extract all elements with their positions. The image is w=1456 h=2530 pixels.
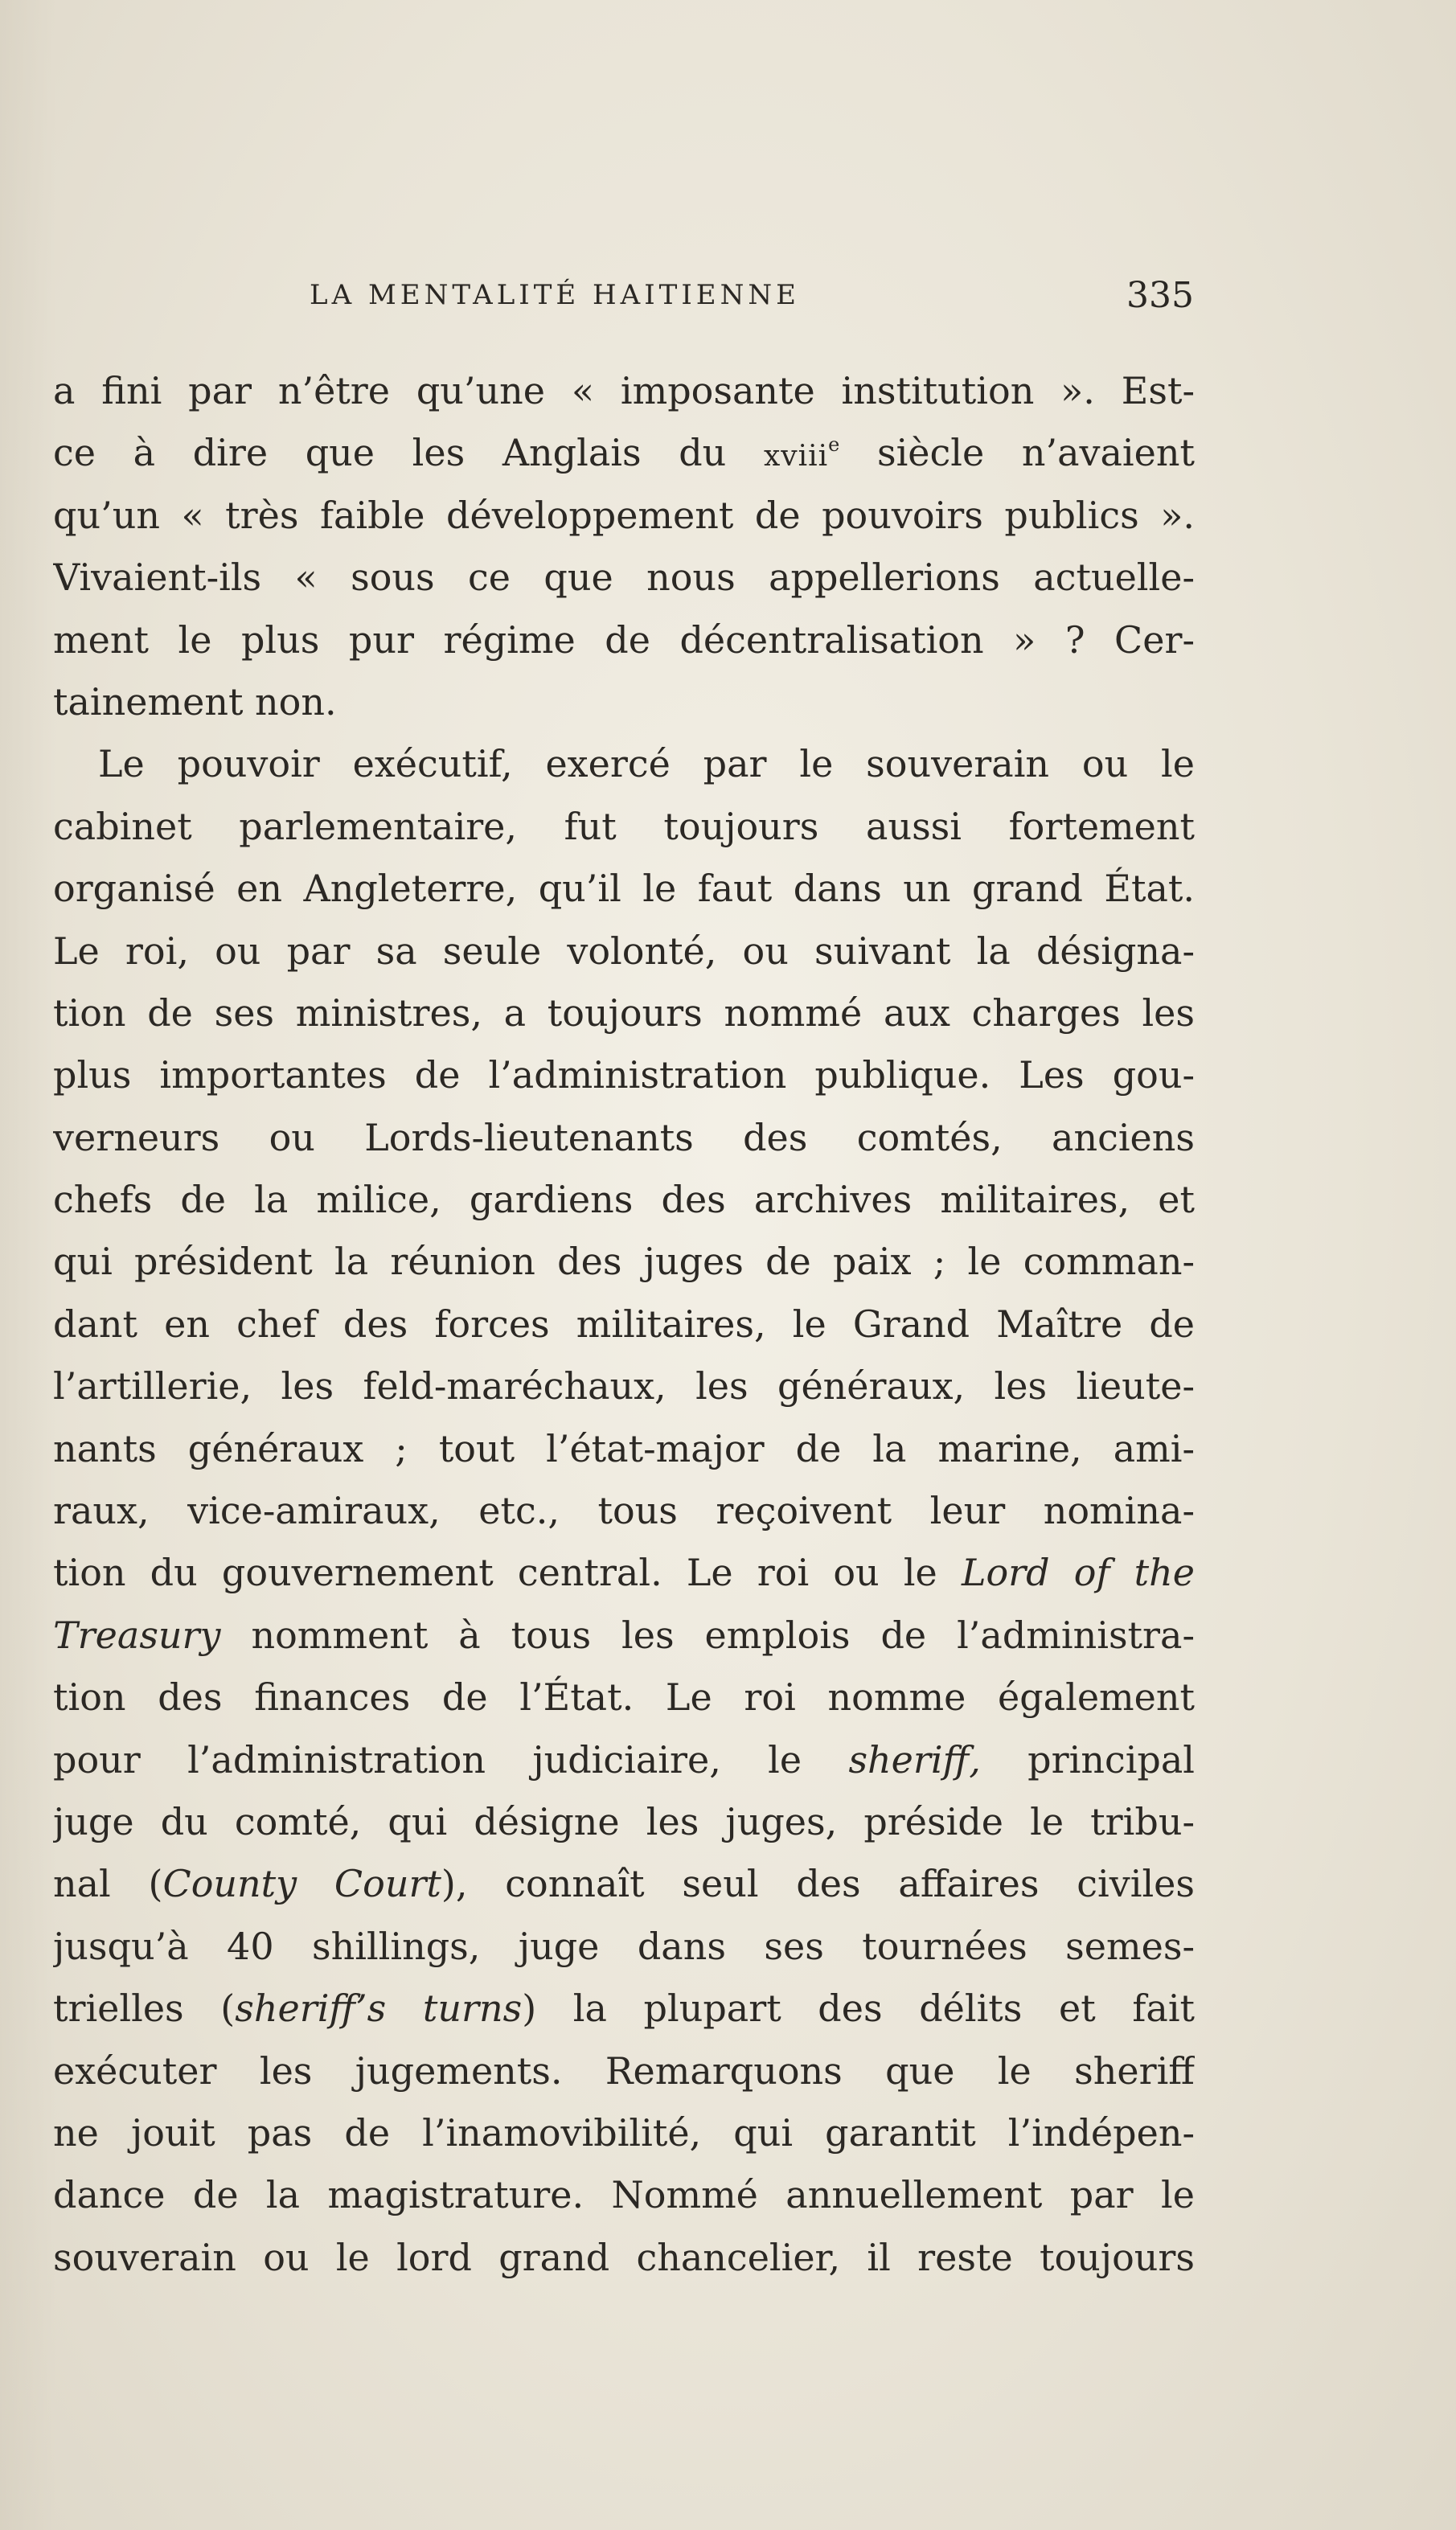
text-line: qui président la réunion des juges de paix ; le comman- <box>53 1240 1195 1284</box>
text-line: ce à dire que les Anglais du xviii$^e$ siècle n’avaient <box>53 431 1195 475</box>
text-line: Le roi, ou par sa seule volonté, ou suivant la désigna- <box>53 929 1195 973</box>
text-line: chefs de la milice, gardiens des archives militaires, et <box>53 1178 1195 1222</box>
text-line: Treasury nomment à tous les emplois de l’administra- <box>53 1613 1195 1657</box>
text-line: organisé en Angleterre, qu’il le faut dans un grand État. <box>53 867 1195 911</box>
running-head <box>310 271 1194 319</box>
italic-term: sheriff’s turns <box>235 1987 523 2031</box>
text-line: l’artillerie, les feld-maréchaux, les généraux, les lieute- <box>53 1364 1195 1409</box>
text-line: trielles (sheriff’s turns) la plupart des délits et fait <box>53 1987 1195 2031</box>
text-line: tion des finances de l’État. Le roi nomme également <box>53 1675 1195 1720</box>
text-line: ment le plus pur régime de décentralisation » ? Cer- <box>53 617 1195 662</box>
running-title: LA MENTALITÉ HAITIENNE <box>310 279 800 311</box>
text-line: exécuter les jugements. Remarquons que le sheriff <box>53 2048 1195 2093</box>
text-line: souverain ou le lord grand chancelier, il reste toujours <box>53 2235 1195 2279</box>
text-line: dant en chef des forces militaires, le Grand Maître de <box>53 1302 1195 1346</box>
text-line: verneurs ou Lords-lieutenants des comtés, anciens <box>53 1115 1195 1159</box>
text-line: raux, vice-amiraux, etc., tous reçoivent leur nomina- <box>53 1489 1195 1533</box>
text-line: tion de ses ministres, a toujours nommé aux charges les <box>53 990 1195 1035</box>
text-line: a fini par n’être qu’une « imposante institution ». Est- <box>53 369 1195 412</box>
body-text <box>53 360 1195 2289</box>
text-line: ne jouit pas de l’inamovibilité, qui garantit l’indépen- <box>53 2110 1195 2155</box>
text-line: Vivaient-ils « sous ce que nous appellerions actuelle- <box>53 556 1195 600</box>
text-line: pour l’administration judiciaire, le sheriff, principal <box>53 1737 1195 1782</box>
text-line: cabinet parlementaire, fut toujours aussi fortement <box>53 804 1195 848</box>
italic-term: County Court <box>162 1862 441 1906</box>
text-line: tion du gouvernement central. Le roi ou le Lord of the <box>53 1551 1195 1595</box>
small-caps-century: xviii <box>763 440 829 474</box>
text-line: Le pouvoir exécutif, exercé par le souverain ou le <box>98 742 1195 786</box>
page-number: 335 <box>1126 274 1194 316</box>
text-line: qu’un « très faible développement de pouvoirs publics ». <box>53 493 1195 537</box>
italic-term: Lord of the <box>961 1551 1195 1595</box>
text-line: nal (County Court), connaît seul des affaires civiles <box>53 1862 1195 1906</box>
italic-term: Treasury <box>53 1613 221 1657</box>
text-line: jusqu’à 40 shillings, juge dans ses tournées semes- <box>53 1924 1195 1968</box>
text-line: nants généraux ; tout l’état-major de la marine, ami- <box>53 1426 1195 1470</box>
text-line: dance de la magistrature. Nommé annuellement par le <box>53 2173 1195 2217</box>
italic-term: sheriff, <box>848 1737 981 1782</box>
text-line: plus importantes de l’administration publique. Les gou- <box>53 1053 1195 1097</box>
text-line: juge du comté, qui désigne les juges, préside le tribu- <box>53 1799 1195 1843</box>
text-line: tainement non. <box>53 679 337 724</box>
